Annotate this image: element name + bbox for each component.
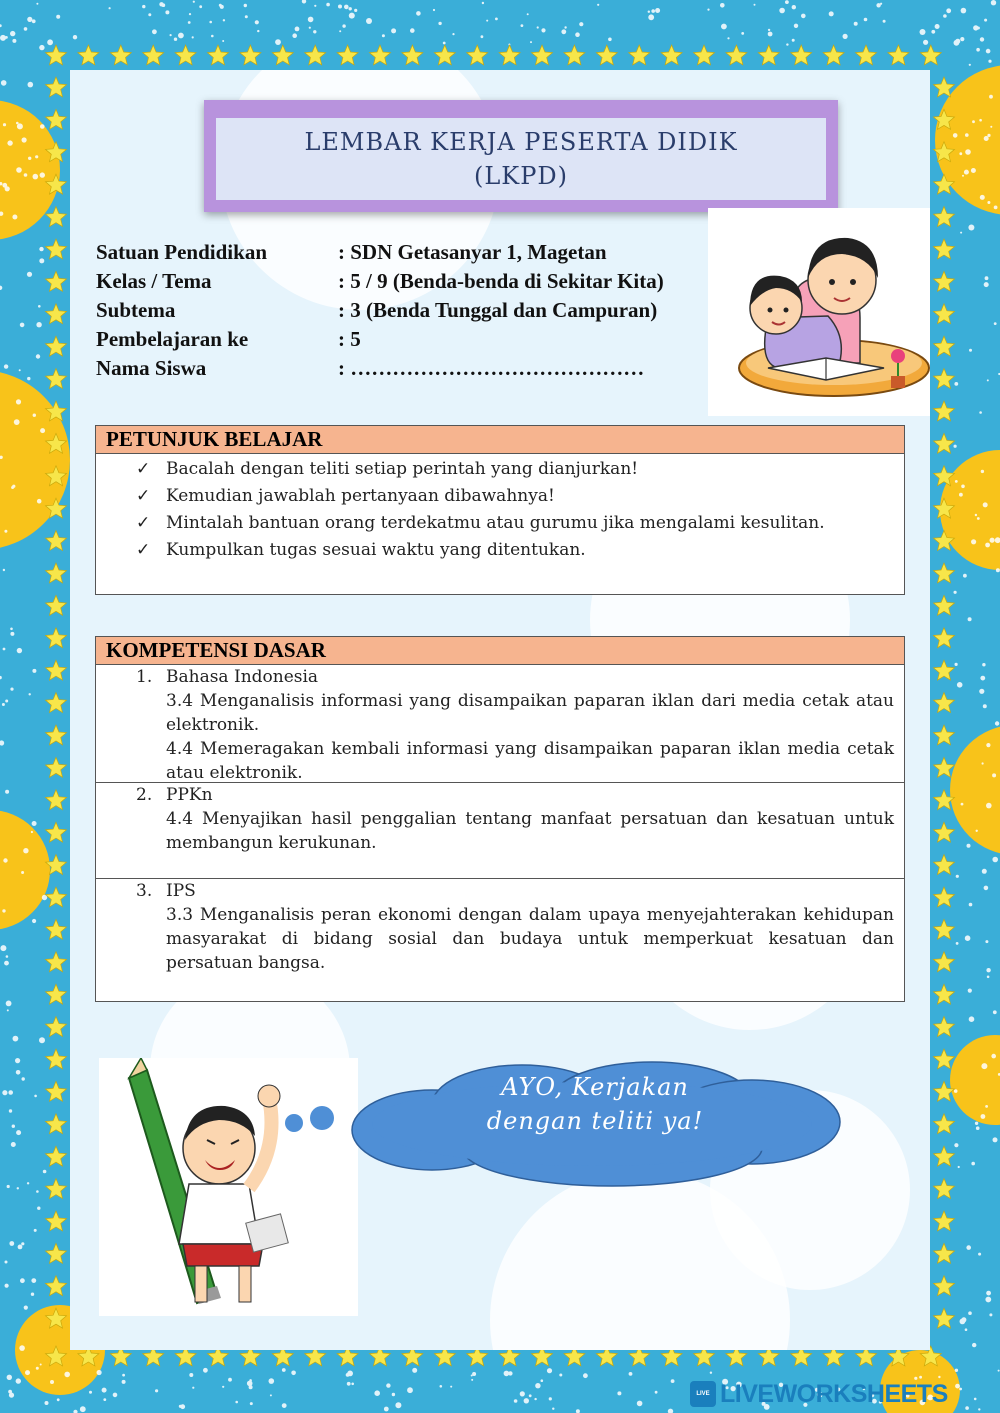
- liveworksheets-branding[interactable]: [690, 1376, 948, 1412]
- checkmark-icon: ✓: [136, 459, 151, 479]
- subject-name: IPS: [166, 881, 196, 901]
- info-row: [96, 325, 716, 354]
- info-value: : 5: [338, 327, 361, 351]
- instruction-text: Kemudian jawablah pertanyaan dibawahnya!: [166, 486, 555, 506]
- list-item: [96, 483, 904, 510]
- checkmark-icon: ✓: [136, 486, 151, 506]
- instruction-text: Bacalah dengan teliti setiap perintah yang dianjurkan!: [166, 459, 639, 479]
- encouragement-line-1: AYO, Kerjakan: [501, 1073, 689, 1101]
- liveworksheets-logo-icon: [690, 1381, 716, 1407]
- list-item: [96, 537, 904, 564]
- subject-name: PPKn: [166, 785, 213, 805]
- info-label: Nama Siswa: [96, 356, 207, 380]
- mother-child-reading-illustration: [708, 208, 930, 416]
- info-row: [96, 296, 716, 325]
- subject-name: Bahasa Indonesia: [166, 667, 319, 687]
- title-line-2: (LKPD): [474, 162, 568, 190]
- competency-point: 3.3 Menganalisis peran ekonomi dengan dalam upaya menyejahterakan kehidupan masyarakat di bidang sosial dan budaya untuk memperkuat kesatuan dan persatuan bangsa.: [166, 905, 894, 973]
- info-label: Pembelajaran ke: [96, 327, 249, 351]
- competency-point: 4.4 Memeragakan kembali informasi yang disampaikan paparan iklan media cetak atau elektronik.: [166, 739, 894, 783]
- checkmark-icon: ✓: [136, 513, 151, 533]
- competency-point: 3.4 Menganalisis informasi yang disampaikan paparan iklan dari media cetak atau elektronik.: [166, 691, 894, 735]
- basic-competencies-box: [95, 636, 905, 1002]
- info-row: [96, 267, 716, 296]
- encouragement-line-2: dengan teliti ya!: [486, 1107, 704, 1135]
- info-row: [96, 354, 716, 383]
- section-number: 2.: [136, 785, 153, 805]
- list-item: [96, 510, 904, 537]
- list-item: [96, 456, 904, 483]
- info-value: : SDN Getasanyar 1, Magetan: [338, 240, 607, 264]
- competency-section: [96, 665, 904, 783]
- section-number: 3.: [136, 881, 153, 901]
- competencies-heading: KOMPETENSI DASAR: [96, 637, 904, 665]
- title-panel: [216, 118, 826, 200]
- title-frame: [204, 100, 838, 212]
- logo-text: LIVE: [696, 1390, 710, 1397]
- study-instructions-box: [95, 425, 905, 595]
- info-value: : 5 / 9 (Benda-benda di Sekitar Kita): [338, 269, 664, 293]
- student-name-field[interactable]: : ……………………………………: [338, 356, 645, 380]
- instruction-text: Mintalah bantuan orang terdekatmu atau gurumu jika mengalami kesulitan.: [166, 513, 825, 533]
- info-value: : 3 (Benda Tunggal dan Campuran): [338, 298, 658, 322]
- instruction-text: Kumpulkan tugas sesuai waktu yang ditentukan.: [166, 540, 586, 560]
- info-row: [96, 238, 716, 267]
- identity-info: [96, 238, 716, 383]
- info-label: Satuan Pendidikan: [96, 240, 267, 264]
- checkmark-icon: ✓: [136, 540, 151, 560]
- info-label: Kelas / Tema: [96, 269, 212, 293]
- info-label: Subtema: [96, 298, 176, 322]
- competency-point: 4.4 Menyajikan hasil penggalian tentang manfaat persatuan dan kesatuan untuk membangun kerukunan.: [166, 809, 894, 853]
- instructions-heading: PETUNJUK BELAJAR: [96, 426, 904, 454]
- instructions-list: [96, 454, 904, 564]
- section-number: 1.: [136, 667, 153, 687]
- competency-section: [96, 783, 904, 879]
- competency-section: [96, 879, 904, 1001]
- encouragement-text: [430, 1070, 760, 1138]
- title-line-1: LEMBAR KERJA PESERTA DIDIK: [304, 128, 738, 156]
- brand-name: LIVEWORKSHEETS: [720, 1379, 948, 1408]
